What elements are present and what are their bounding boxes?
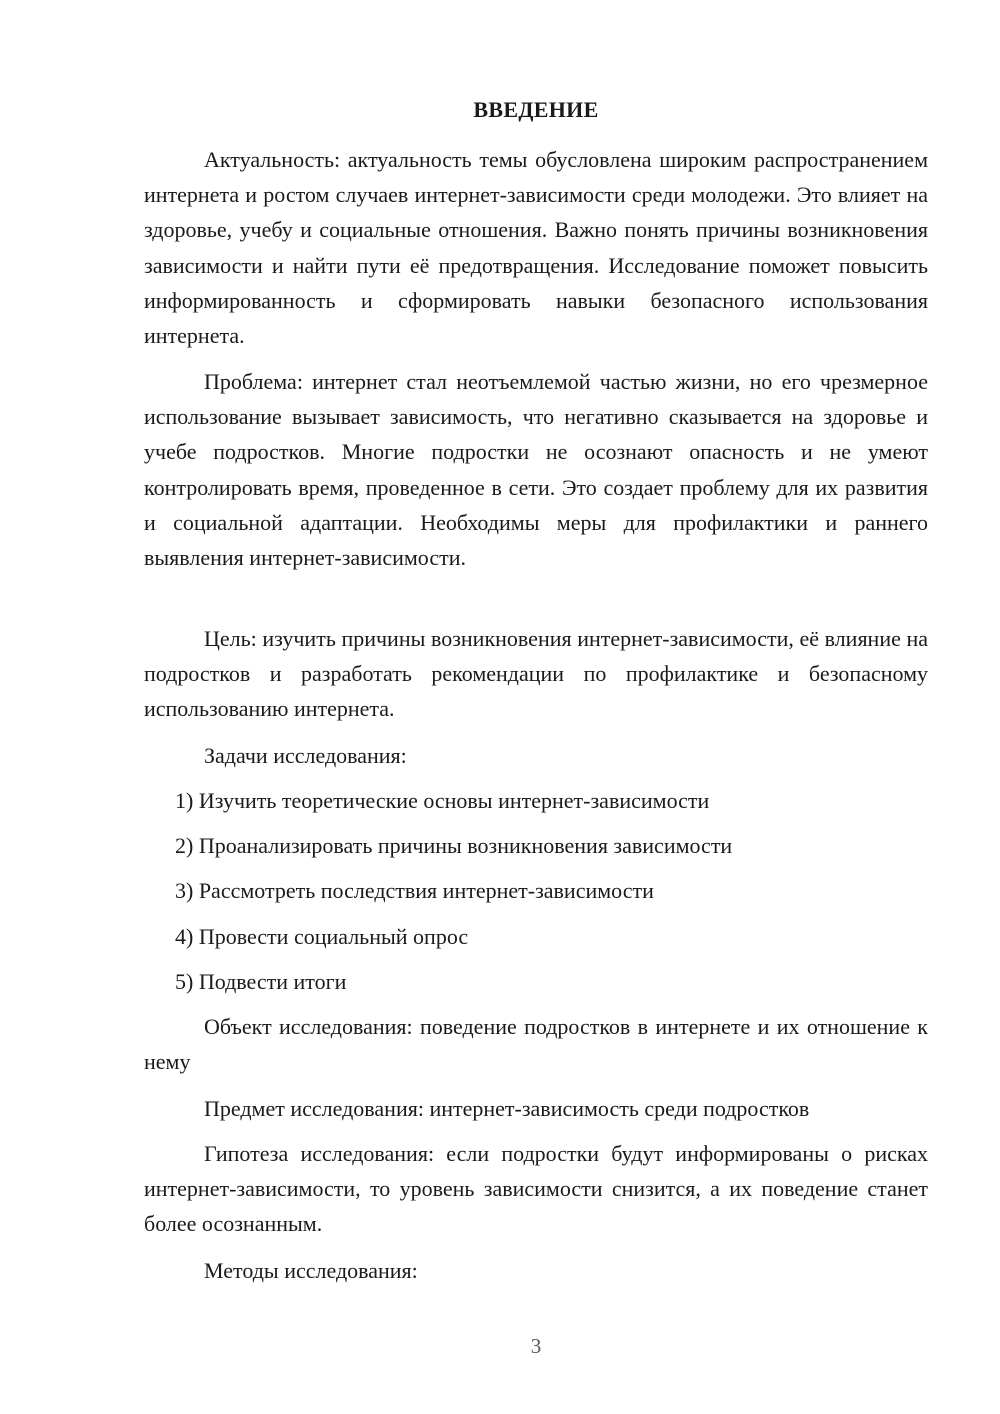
- task-item-4: 4) Провести социальный опрос: [175, 924, 469, 949]
- task-item-5: 5) Подвести итоги: [175, 969, 347, 994]
- page-title: ВВЕДЕНИЕ: [473, 97, 599, 122]
- methods-title: Методы исследования:: [204, 1258, 418, 1283]
- paragraph-problem: Проблема: интернет стал неотъемлемой частью жизни, но его чрезмерное использование вызывает зависимость, что негативно сказывается на здоровье и учебе подростков. Многие подростки не осознают опасность и не умеют контролировать время, проведенное в сети. Это создает проблему для их развития и социальной адаптации. Необходимы меры для профилактики и раннего выявления интернет-зависимости.: [144, 369, 928, 571]
- page-number: 3: [530, 1334, 542, 1358]
- paragraph-object: Объект исследования: поведение подростков в интернете и их отношение к нему: [144, 1014, 928, 1075]
- paragraph-hypothesis: Гипотеза исследования: если подростки будут информированы о рисках интернет-зависимости, то уровень зависимости снизится, а их поведение станет более осознанным.: [144, 1141, 928, 1237]
- task-item-3: 3) Рассмотреть последствия интернет-зависимости: [175, 878, 654, 903]
- task-item-2: 2) Проанализировать причины возникновения зависимости: [175, 833, 733, 858]
- task-item-1: 1) Изучить теоретические основы интернет-зависимости: [175, 788, 710, 813]
- paragraph-goal: Цель: изучить причины возникновения интернет-зависимости, её влияние на подростков и разработать рекомендации по профилактике и безопасному использованию интернета.: [144, 626, 928, 722]
- paragraph-subject: Предмет исследования: интернет-зависимость среди подростков: [204, 1096, 810, 1121]
- tasks-title: Задачи исследования:: [204, 743, 407, 768]
- paragraph-relevance: Актуальность: актуальность темы обусловлена широким распространением интернета и ростом случаев интернет-зависимости среди молодежи. Это влияет на здоровье, учебу и социальные отношения. Важно понять причины возникновения зависимости и найти пути её предотвращения. Исследование поможет повысить информированность и сформировать навыки безопасного использования интернета.: [144, 147, 928, 349]
